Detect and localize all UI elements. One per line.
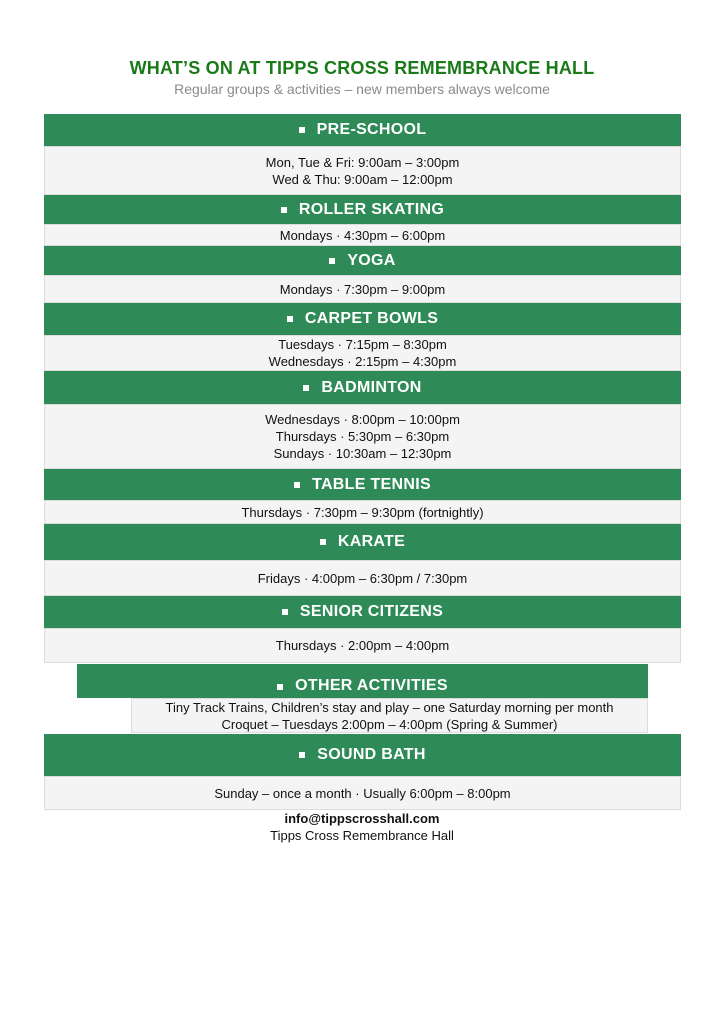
bullet-icon: [294, 482, 300, 488]
section-heading: BADMINTON: [321, 378, 422, 396]
schedule-line: Mondays · 7:30pm – 9:00pm: [279, 281, 446, 297]
schedule-line: Wednesdays · 8:00pm – 10:00pm: [265, 412, 460, 427]
bullet-icon: [287, 316, 293, 322]
section-heading: SOUND BATH: [317, 746, 426, 763]
schedule-line: Thursdays · 5:30pm – 6:30pm: [275, 429, 450, 444]
page-subtitle: Regular groups & activities – new members always welcome: [174, 81, 550, 97]
section-header-other-activities: [77, 664, 648, 698]
section-heading: PRE-SCHOOL: [316, 121, 427, 138]
section-heading: SENIOR CITIZENS: [299, 603, 444, 620]
hall-name: Tipps Cross Remembrance Hall: [270, 828, 454, 843]
bullet-icon: [299, 752, 305, 758]
section-body-senior-citizens: [44, 628, 681, 663]
section-header-table-tennis: [44, 469, 681, 500]
section-heading: OTHER ACTIVITIES: [295, 677, 448, 694]
section-body-badminton: [44, 404, 681, 469]
bullet-icon: [299, 127, 305, 133]
section-header-carpet-bowls: [44, 303, 681, 335]
section-heading: ROLLER SKATING: [298, 200, 445, 218]
schedule-line: Sunday – once a month · Usually 6:00pm – 8:00pm: [214, 785, 511, 801]
section-body-yoga: [44, 275, 681, 303]
schedule-line: Croquet – Tuesdays 2:00pm – 4:00pm (Spring & Summer): [221, 716, 558, 732]
schedule-line: Mondays · 4:30pm – 6:00pm: [279, 227, 446, 243]
section-heading: TABLE TENNIS: [312, 475, 431, 493]
section-header-sound-bath: [44, 734, 681, 776]
section-heading: CARPET BOWLS: [304, 310, 439, 327]
schedule-line: Sundays · 10:30am – 12:30pm: [273, 446, 452, 461]
section-header-badminton: [44, 371, 681, 404]
section-header-senior-citizens: [44, 596, 681, 628]
schedule-line: Fridays · 4:00pm – 6:30pm / 7:30pm: [257, 570, 468, 586]
section-header-yoga: [44, 246, 681, 275]
schedule-line: Mon, Tue & Fri: 9:00am – 3:00pm: [265, 154, 460, 170]
bullet-icon: [329, 258, 335, 264]
schedule-line: Tiny Track Trains, Children’s stay and play – one Saturday morning per month: [165, 699, 614, 715]
schedule-line: Tuesdays · 7:15pm – 8:30pm: [278, 337, 447, 352]
contact-email[interactable]: info@tippscrosshall.com: [284, 811, 440, 826]
bullet-icon: [277, 684, 283, 690]
schedule-line: Wednesdays · 2:15pm – 4:30pm: [268, 354, 457, 369]
bullet-icon: [320, 539, 326, 545]
bullet-icon: [282, 609, 288, 615]
section-header-pre-school: [44, 114, 681, 146]
section-body-karate: [44, 560, 681, 596]
section-heading: YOGA: [347, 251, 396, 269]
section-heading: KARATE: [337, 533, 406, 550]
section-body-table-tennis: [44, 500, 681, 524]
bullet-icon: [303, 385, 309, 391]
section-body-carpet-bowls: [44, 335, 681, 371]
bullet-icon: [281, 207, 287, 213]
schedule-line: Wed & Thu: 9:00am – 12:00pm: [272, 171, 453, 187]
section-header-roller-skating: [44, 195, 681, 224]
section-body-pre-school: [44, 146, 681, 195]
page-title: WHAT’S ON AT TIPPS CROSS REMEMBRANCE HALL: [129, 58, 595, 78]
section-body-roller-skating: [44, 224, 681, 246]
section-body-sound-bath: [44, 776, 681, 810]
section-header-karate: [44, 524, 681, 560]
schedule-line: Thursdays · 7:30pm – 9:30pm (fortnightly): [241, 504, 484, 520]
schedule-line: Thursdays · 2:00pm – 4:00pm: [275, 638, 450, 653]
section-body-other-activities: [131, 698, 648, 733]
